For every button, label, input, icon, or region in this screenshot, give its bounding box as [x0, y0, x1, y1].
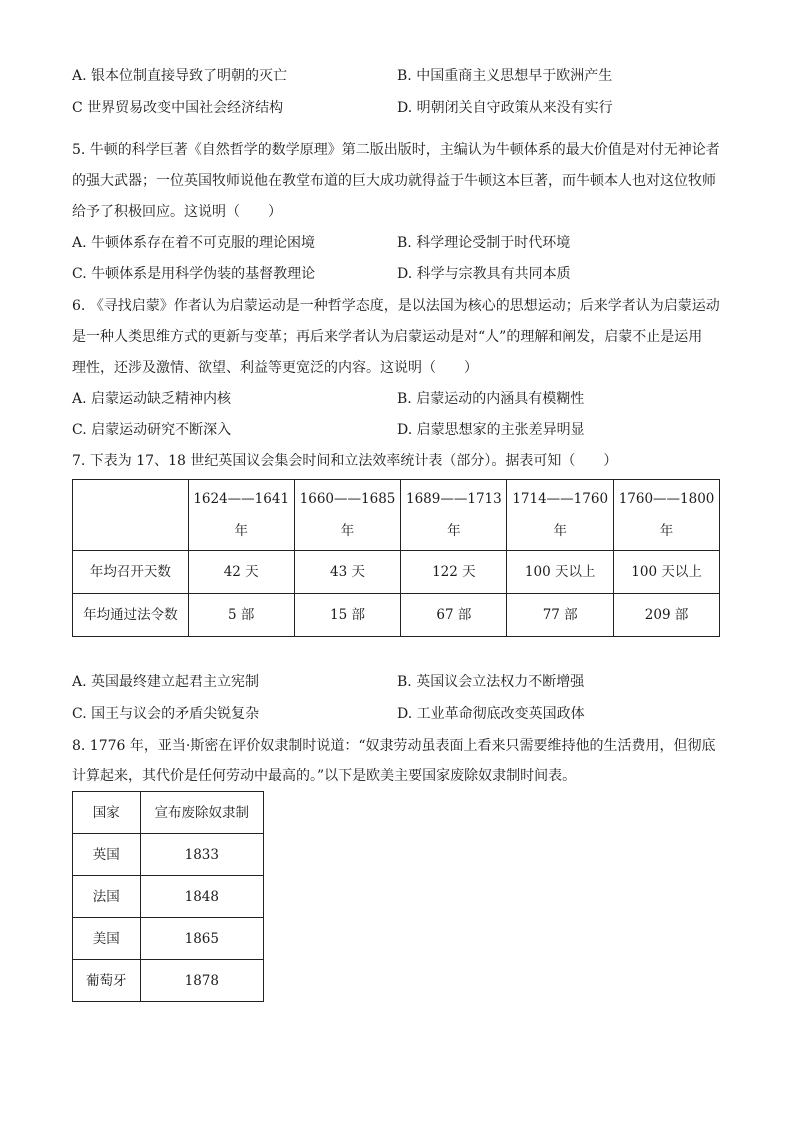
country-cell: 美国 — [73, 918, 141, 960]
q6-option-a: A. 启蒙运动缺乏精神内核 — [72, 391, 232, 407]
row-label: 年均通过法令数 — [73, 594, 189, 637]
column-header: 国家 — [73, 792, 141, 834]
q7-option-d: D. 工业革命彻底改变英国政体 — [397, 706, 585, 722]
year-cell: 1848 — [140, 876, 263, 918]
year-cell: 1878 — [140, 960, 263, 1002]
q6-stem-line-1: 6. 《寻找启蒙》作者认为启蒙运动是一种哲学态度，是以法国为核心的思想运动；后来学者认为启蒙运动 — [72, 298, 720, 314]
period-header: 1760——1800 年 — [614, 480, 720, 551]
q6-option-c: C. 启蒙运动研究不断深入 — [72, 422, 232, 438]
q7-stem: 7. 下表为 17、18 世纪英国议会集会时间和立法效率统计表（部分）。据表可知（ ） — [72, 453, 618, 469]
q5-option-a: A. 牛顿体系存在着不可克服的理论困境 — [72, 235, 316, 251]
q4-option-a: A. 银本位制直接导致了明朝的灭亡 — [72, 68, 288, 84]
table-header-row — [73, 792, 264, 834]
q7-parliament-table — [72, 479, 720, 637]
table-header-row — [73, 480, 720, 551]
column-header: 宣布废除奴隶制 — [140, 792, 263, 834]
q5-option-d: D. 科学与宗教具有共同本质 — [397, 266, 571, 282]
table-cell: 67 部 — [401, 594, 507, 637]
q6-stem-line-3: 理性，还涉及激情、欲望、利益等更宽泛的内容。这说明（ ） — [72, 360, 478, 376]
year-cell: 1833 — [140, 834, 263, 876]
table-row — [73, 594, 720, 637]
table-row — [73, 876, 264, 918]
q7-option-a: A. 英国最终建立起君主立宪制 — [72, 674, 260, 690]
q6-option-d: D. 启蒙思想家的主张差异明显 — [397, 422, 585, 438]
q8-stem-line-2: 计算起来，其代价是任何劳动中最高的。”以下是欧美主要国家废除奴隶制时间表。 — [72, 768, 577, 784]
period-header: 1689——1713 年 — [401, 480, 507, 551]
country-cell: 法国 — [73, 876, 141, 918]
table-cell: 100 天以上 — [614, 551, 720, 594]
q4-option-b: B. 中国重商主义思想早于欧洲产生 — [397, 68, 613, 84]
q7-option-c: C. 国王与议会的矛盾尖锐复杂 — [72, 706, 260, 722]
period-header: 1624——1641 年 — [188, 480, 294, 551]
table-cell: 42 天 — [188, 551, 294, 594]
q8-abolition-table — [72, 791, 264, 1002]
table-row — [73, 960, 264, 1002]
q5-stem-line-1: 5. 牛顿的科学巨著《自然哲学的数学原理》第二版出版时，主编认为牛顿体系的最大价值是对付无神论者 — [72, 142, 720, 158]
table-cell: 100 天以上 — [507, 551, 614, 594]
period-header: 1660——1685 年 — [294, 480, 401, 551]
period-header: 1714——1760 年 — [507, 480, 614, 551]
table-cell: 209 部 — [614, 594, 720, 637]
table-row — [73, 918, 264, 960]
q7-option-b: B. 英国议会立法权力不断增强 — [397, 674, 585, 690]
country-cell: 英国 — [73, 834, 141, 876]
q4-option-c: C 世界贸易改变中国社会经济结构 — [72, 100, 284, 116]
q5-stem-line-2: 的强大武器；一位英国牧师说他在教堂布道的巨大成功就得益于牛顿这本巨著，而牛顿本人也对这位牧师 — [72, 173, 716, 189]
q6-stem-line-2: 是一种人类思维方式的更新与变革；再后来学者认为启蒙运动是对“人”的理解和阐发，启蒙不止是运用 — [72, 329, 703, 345]
table-cell: 77 部 — [507, 594, 614, 637]
q4-option-d: D. 明朝闭关自守政策从来没有实行 — [397, 100, 613, 116]
q6-option-b: B. 启蒙运动的内涵具有模糊性 — [397, 391, 585, 407]
table-cell: 5 部 — [188, 594, 294, 637]
q5-stem-line-3: 给予了积极回应。这说明（ ） — [72, 204, 282, 220]
q5-option-c: C. 牛顿体系是用科学伪装的基督教理论 — [72, 266, 316, 282]
q8-stem-line-1: 8. 1776 年，亚当·斯密在评价奴隶制时说道：“奴隶劳动虽表面上看来只需要维持他的生活费用，但彻底 — [72, 738, 716, 754]
row-label: 年均召开天数 — [73, 551, 189, 594]
table-cell: 43 天 — [294, 551, 401, 594]
table-cell: 15 部 — [294, 594, 401, 637]
country-cell: 葡萄牙 — [73, 960, 141, 1002]
table-corner-cell — [73, 480, 189, 551]
year-cell: 1865 — [140, 918, 263, 960]
table-row — [73, 834, 264, 876]
q5-option-b: B. 科学理论受制于时代环境 — [397, 235, 571, 251]
table-row — [73, 551, 720, 594]
table-cell: 122 天 — [401, 551, 507, 594]
